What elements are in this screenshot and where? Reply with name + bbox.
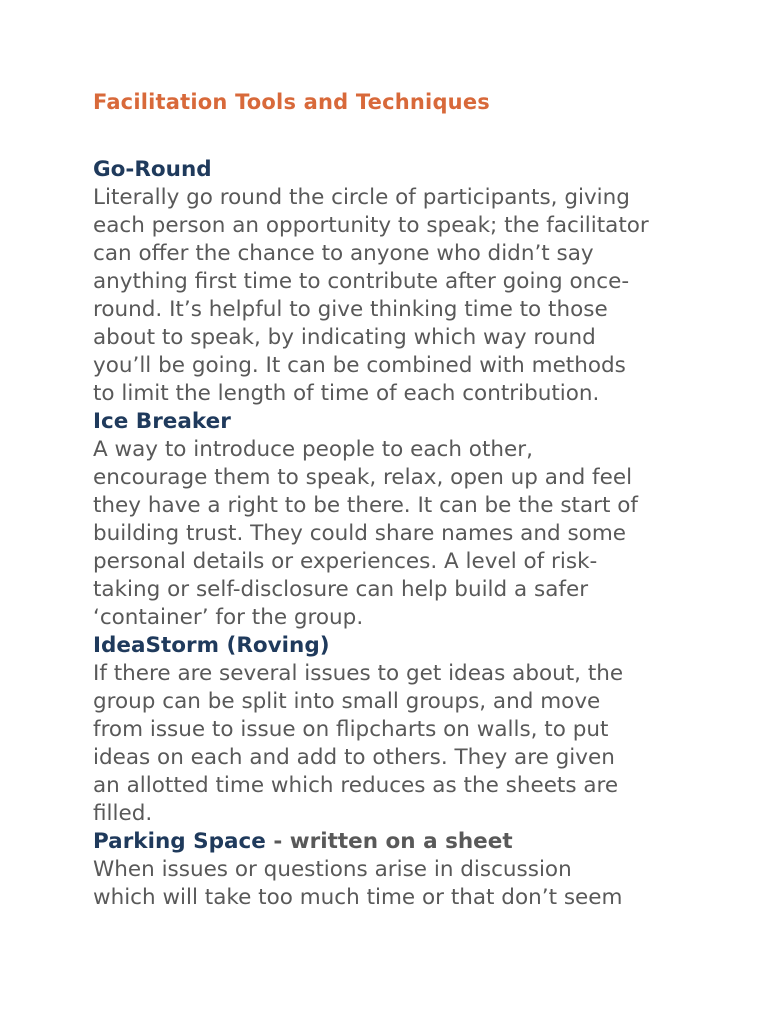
section-heading xyxy=(93,632,693,660)
body-line: they have a right to be there. It can be the start of xyxy=(93,493,638,518)
body-line: about to speak, by indicating which way round xyxy=(93,325,596,350)
section-heading xyxy=(93,156,693,184)
body-line: personal details or experiences. A level of risk- xyxy=(93,549,598,574)
section-parking-space xyxy=(93,828,693,912)
sections-container xyxy=(93,156,693,912)
body-line: group can be split into small groups, and move xyxy=(93,689,601,714)
section-go-round xyxy=(93,156,693,408)
section-ideastorm xyxy=(93,632,693,828)
section-heading xyxy=(93,408,693,436)
section-heading xyxy=(93,828,693,856)
body-line: from issue to issue on flipcharts on walls, to put xyxy=(93,717,609,742)
section-heading-text: Parking Space xyxy=(93,829,266,854)
section-heading-text: IdeaStorm (Roving) xyxy=(93,633,330,658)
body-line: taking or self-disclosure can help build a safer xyxy=(93,577,589,602)
body-line: If there are several issues to get ideas about, the xyxy=(93,661,624,686)
body-line: round. It’s helpful to give thinking time to those xyxy=(93,297,608,322)
section-heading-text: Ice Breaker xyxy=(93,409,231,434)
section-ice-breaker xyxy=(93,408,693,632)
document-page xyxy=(93,88,693,912)
body-line: you’ll be going. It can be combined with methods xyxy=(93,353,626,378)
section-body xyxy=(93,184,693,408)
section-body xyxy=(93,856,693,912)
body-line: When issues or questions arise in discussion xyxy=(93,857,572,882)
body-line: to limit the length of time of each contribution. xyxy=(93,381,600,406)
body-line: ‘container’ for the group. xyxy=(93,605,364,630)
section-body xyxy=(93,660,693,828)
body-line: encourage them to speak, relax, open up and feel xyxy=(93,465,633,490)
section-heading-text: Go-Round xyxy=(93,157,212,182)
body-line: anything first time to contribute after going once- xyxy=(93,269,630,294)
body-line: an allotted time which reduces as the sheets are xyxy=(93,773,619,798)
document-title: Facilitation Tools and Techniques xyxy=(93,90,490,114)
body-line: Literally go round the circle of participants, giving xyxy=(93,185,630,210)
body-line: which will take too much time or that don’t seem xyxy=(93,885,623,910)
section-body xyxy=(93,436,693,632)
body-line: can offer the chance to anyone who didn’t say xyxy=(93,241,594,266)
body-line: each person an opportunity to speak; the facilitator xyxy=(93,213,649,238)
section-heading-suffix: - written on a sheet xyxy=(265,829,513,854)
body-line: filled. xyxy=(93,801,153,826)
body-line: A way to introduce people to each other, xyxy=(93,437,533,462)
body-line: building trust. They could share names and some xyxy=(93,521,626,546)
body-line: ideas on each and add to others. They are given xyxy=(93,745,615,770)
